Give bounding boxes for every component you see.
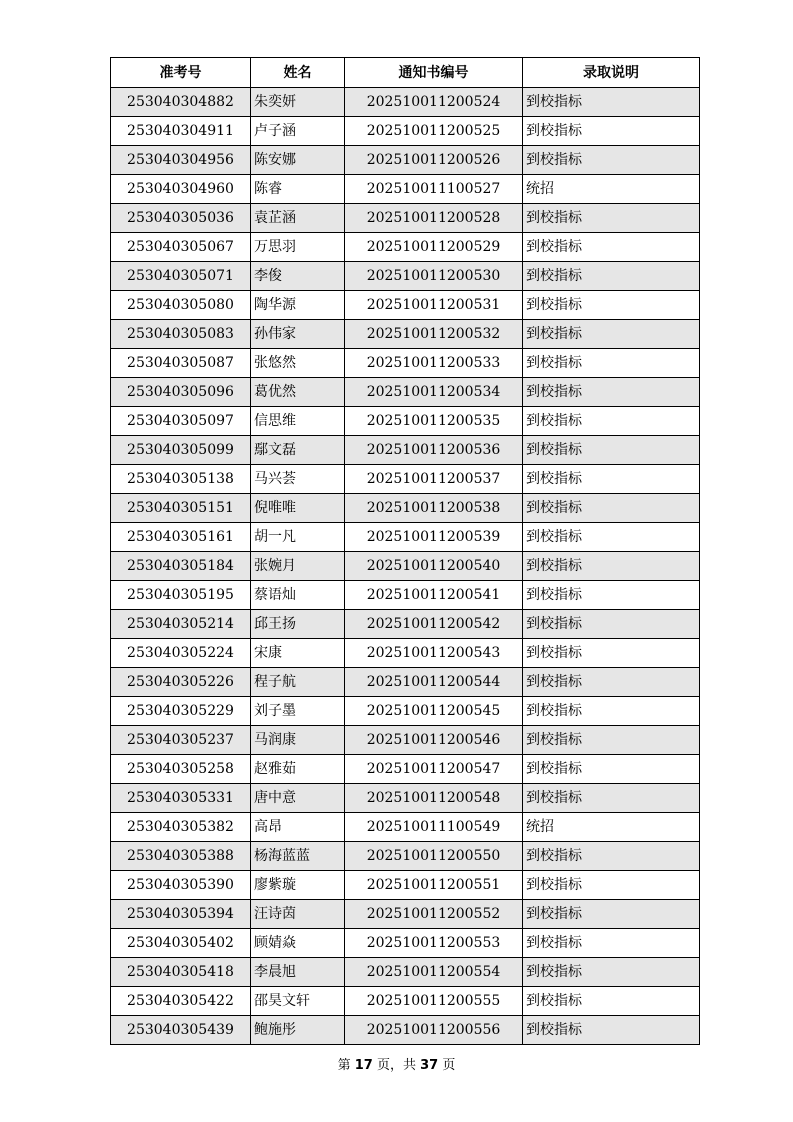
exam-number-cell: 253040305195	[111, 581, 251, 610]
table-row	[111, 552, 700, 581]
exam-number-cell: 253040305087	[111, 349, 251, 378]
notice-number-cell: 202510011200534	[345, 378, 523, 407]
exam-number-cell: 253040304960	[111, 175, 251, 204]
table-row	[111, 494, 700, 523]
admission-note-cell: 到校指标	[523, 117, 700, 146]
name-cell: 张悠然	[251, 349, 345, 378]
name-cell: 陶华源	[251, 291, 345, 320]
name-cell: 万思羽	[251, 233, 345, 262]
header-notice-number: 通知书编号	[345, 58, 523, 88]
name-cell: 廖紫璇	[251, 871, 345, 900]
exam-number-cell: 253040305067	[111, 233, 251, 262]
table-row	[111, 929, 700, 958]
table-row	[111, 378, 700, 407]
name-cell: 葛优然	[251, 378, 345, 407]
exam-number-cell: 253040305184	[111, 552, 251, 581]
exam-number-cell: 253040305229	[111, 697, 251, 726]
exam-number-cell: 253040305394	[111, 900, 251, 929]
notice-number-cell: 202510011200552	[345, 900, 523, 929]
name-cell: 赵雅茹	[251, 755, 345, 784]
table-row	[111, 262, 700, 291]
notice-number-cell: 202510011200539	[345, 523, 523, 552]
notice-number-cell: 202510011200553	[345, 929, 523, 958]
notice-number-cell: 202510011200551	[345, 871, 523, 900]
name-cell: 朱奕妍	[251, 88, 345, 117]
notice-number-cell: 202510011200526	[345, 146, 523, 175]
notice-number-cell: 202510011200528	[345, 204, 523, 233]
name-cell: 杨海蓝蓝	[251, 842, 345, 871]
table-row	[111, 900, 700, 929]
name-cell: 唐中意	[251, 784, 345, 813]
notice-number-cell: 202510011200537	[345, 465, 523, 494]
name-cell: 汪诗茵	[251, 900, 345, 929]
name-cell: 陈安娜	[251, 146, 345, 175]
notice-number-cell: 202510011200540	[345, 552, 523, 581]
table-row	[111, 842, 700, 871]
exam-number-cell: 253040305036	[111, 204, 251, 233]
exam-number-cell: 253040305237	[111, 726, 251, 755]
admission-note-cell: 到校指标	[523, 291, 700, 320]
admission-note-cell: 到校指标	[523, 668, 700, 697]
name-cell: 马兴荟	[251, 465, 345, 494]
admission-note-cell: 到校指标	[523, 900, 700, 929]
table-row	[111, 407, 700, 436]
table-row	[111, 697, 700, 726]
name-cell: 蔡语灿	[251, 581, 345, 610]
notice-number-cell: 202510011200543	[345, 639, 523, 668]
admission-note-cell: 到校指标	[523, 262, 700, 291]
table-row	[111, 349, 700, 378]
name-cell: 倪唯唯	[251, 494, 345, 523]
notice-number-cell: 202510011200531	[345, 291, 523, 320]
admission-note-cell: 到校指标	[523, 639, 700, 668]
admission-note-cell: 到校指标	[523, 581, 700, 610]
page-footer	[0, 1054, 793, 1073]
header-name: 姓名	[251, 58, 345, 88]
admission-note-cell: 到校指标	[523, 987, 700, 1016]
name-cell: 李俊	[251, 262, 345, 291]
table-row	[111, 204, 700, 233]
name-cell: 马润康	[251, 726, 345, 755]
admission-note-cell: 到校指标	[523, 146, 700, 175]
notice-number-cell: 202510011200530	[345, 262, 523, 291]
admission-note-cell: 到校指标	[523, 436, 700, 465]
exam-number-cell: 253040305214	[111, 610, 251, 639]
admission-note-cell: 到校指标	[523, 871, 700, 900]
exam-number-cell: 253040305138	[111, 465, 251, 494]
exam-number-cell: 253040305422	[111, 987, 251, 1016]
exam-number-cell: 253040305224	[111, 639, 251, 668]
notice-number-cell: 202510011200535	[345, 407, 523, 436]
table-row	[111, 726, 700, 755]
name-cell: 鲍施彤	[251, 1016, 345, 1045]
admission-table	[110, 57, 700, 1045]
admission-note-cell: 到校指标	[523, 552, 700, 581]
footer-prefix: 第	[337, 1058, 355, 1073]
header-admission-note: 录取说明	[523, 58, 700, 88]
notice-number-cell: 202510011200542	[345, 610, 523, 639]
notice-number-cell: 202510011200555	[345, 987, 523, 1016]
name-cell: 信思维	[251, 407, 345, 436]
exam-number-cell: 253040305226	[111, 668, 251, 697]
table-row	[111, 639, 700, 668]
table-row	[111, 233, 700, 262]
table-row	[111, 581, 700, 610]
table-row	[111, 523, 700, 552]
admission-list-sheet	[110, 57, 699, 1045]
admission-note-cell: 到校指标	[523, 929, 700, 958]
exam-number-cell: 253040305418	[111, 958, 251, 987]
name-cell: 孙伟家	[251, 320, 345, 349]
exam-number-cell: 253040305382	[111, 813, 251, 842]
name-cell: 程子航	[251, 668, 345, 697]
table-row	[111, 117, 700, 146]
admission-note-cell: 到校指标	[523, 523, 700, 552]
notice-number-cell: 202510011200525	[345, 117, 523, 146]
exam-number-cell: 253040304882	[111, 88, 251, 117]
table-row	[111, 320, 700, 349]
table-row	[111, 871, 700, 900]
exam-number-cell: 253040305258	[111, 755, 251, 784]
exam-number-cell: 253040305096	[111, 378, 251, 407]
exam-number-cell: 253040305439	[111, 1016, 251, 1045]
notice-number-cell: 202510011200529	[345, 233, 523, 262]
exam-number-cell: 253040305097	[111, 407, 251, 436]
name-cell: 卢子涵	[251, 117, 345, 146]
table-row	[111, 465, 700, 494]
table-row	[111, 755, 700, 784]
name-cell: 邱王扬	[251, 610, 345, 639]
notice-number-cell: 202510011200548	[345, 784, 523, 813]
notice-number-cell: 202510011200546	[345, 726, 523, 755]
name-cell: 邵昊文轩	[251, 987, 345, 1016]
admission-note-cell: 到校指标	[523, 465, 700, 494]
admission-note-cell: 到校指标	[523, 726, 700, 755]
table-header	[111, 58, 700, 88]
name-cell: 刘子墨	[251, 697, 345, 726]
admission-note-cell: 到校指标	[523, 204, 700, 233]
name-cell: 高昂	[251, 813, 345, 842]
admission-note-cell: 到校指标	[523, 755, 700, 784]
header-exam-number: 准考号	[111, 58, 251, 88]
notice-number-cell: 202510011100527	[345, 175, 523, 204]
notice-number-cell: 202510011200550	[345, 842, 523, 871]
admission-note-cell: 到校指标	[523, 697, 700, 726]
notice-number-cell: 202510011200541	[345, 581, 523, 610]
notice-number-cell: 202510011100549	[345, 813, 523, 842]
exam-number-cell: 253040304911	[111, 117, 251, 146]
header-row	[111, 58, 700, 88]
admission-note-cell: 统招	[523, 813, 700, 842]
notice-number-cell: 202510011200554	[345, 958, 523, 987]
notice-number-cell: 202510011200544	[345, 668, 523, 697]
notice-number-cell: 202510011200545	[345, 697, 523, 726]
name-cell: 李晨旭	[251, 958, 345, 987]
exam-number-cell: 253040305161	[111, 523, 251, 552]
name-cell: 胡一凡	[251, 523, 345, 552]
table-row	[111, 813, 700, 842]
admission-note-cell: 到校指标	[523, 233, 700, 262]
name-cell: 宋康	[251, 639, 345, 668]
admission-note-cell: 到校指标	[523, 1016, 700, 1045]
notice-number-cell: 202510011200533	[345, 349, 523, 378]
admission-note-cell: 到校指标	[523, 842, 700, 871]
table-row	[111, 987, 700, 1016]
table-row	[111, 291, 700, 320]
admission-note-cell: 到校指标	[523, 88, 700, 117]
table-row	[111, 146, 700, 175]
exam-number-cell: 253040305080	[111, 291, 251, 320]
name-cell: 顾婧焱	[251, 929, 345, 958]
footer-suffix: 页	[438, 1058, 456, 1073]
table-row	[111, 1016, 700, 1045]
table-row	[111, 88, 700, 117]
exam-number-cell: 253040305388	[111, 842, 251, 871]
admission-note-cell: 到校指标	[523, 407, 700, 436]
admission-note-cell: 到校指标	[523, 958, 700, 987]
exam-number-cell: 253040305151	[111, 494, 251, 523]
notice-number-cell: 202510011200556	[345, 1016, 523, 1045]
exam-number-cell: 253040305071	[111, 262, 251, 291]
table-body	[111, 88, 700, 1045]
admission-note-cell: 到校指标	[523, 784, 700, 813]
admission-note-cell: 统招	[523, 175, 700, 204]
admission-note-cell: 到校指标	[523, 349, 700, 378]
table-row	[111, 958, 700, 987]
exam-number-cell: 253040305331	[111, 784, 251, 813]
table-row	[111, 436, 700, 465]
table-row	[111, 784, 700, 813]
exam-number-cell: 253040305402	[111, 929, 251, 958]
notice-number-cell: 202510011200536	[345, 436, 523, 465]
table-row	[111, 175, 700, 204]
notice-number-cell: 202510011200538	[345, 494, 523, 523]
name-cell: 张婉月	[251, 552, 345, 581]
table-row	[111, 668, 700, 697]
name-cell: 袁芷涵	[251, 204, 345, 233]
table-row	[111, 610, 700, 639]
admission-note-cell: 到校指标	[523, 320, 700, 349]
exam-number-cell: 253040305099	[111, 436, 251, 465]
footer-total-pages: 37	[420, 1058, 439, 1073]
notice-number-cell: 202510011200547	[345, 755, 523, 784]
admission-note-cell: 到校指标	[523, 610, 700, 639]
exam-number-cell: 253040304956	[111, 146, 251, 175]
name-cell: 鄢文磊	[251, 436, 345, 465]
exam-number-cell: 253040305083	[111, 320, 251, 349]
footer-page-number: 17	[354, 1058, 373, 1073]
name-cell: 陈睿	[251, 175, 345, 204]
admission-note-cell: 到校指标	[523, 494, 700, 523]
notice-number-cell: 202510011200524	[345, 88, 523, 117]
notice-number-cell: 202510011200532	[345, 320, 523, 349]
exam-number-cell: 253040305390	[111, 871, 251, 900]
admission-note-cell: 到校指标	[523, 378, 700, 407]
footer-middle: 页，共	[372, 1058, 421, 1073]
